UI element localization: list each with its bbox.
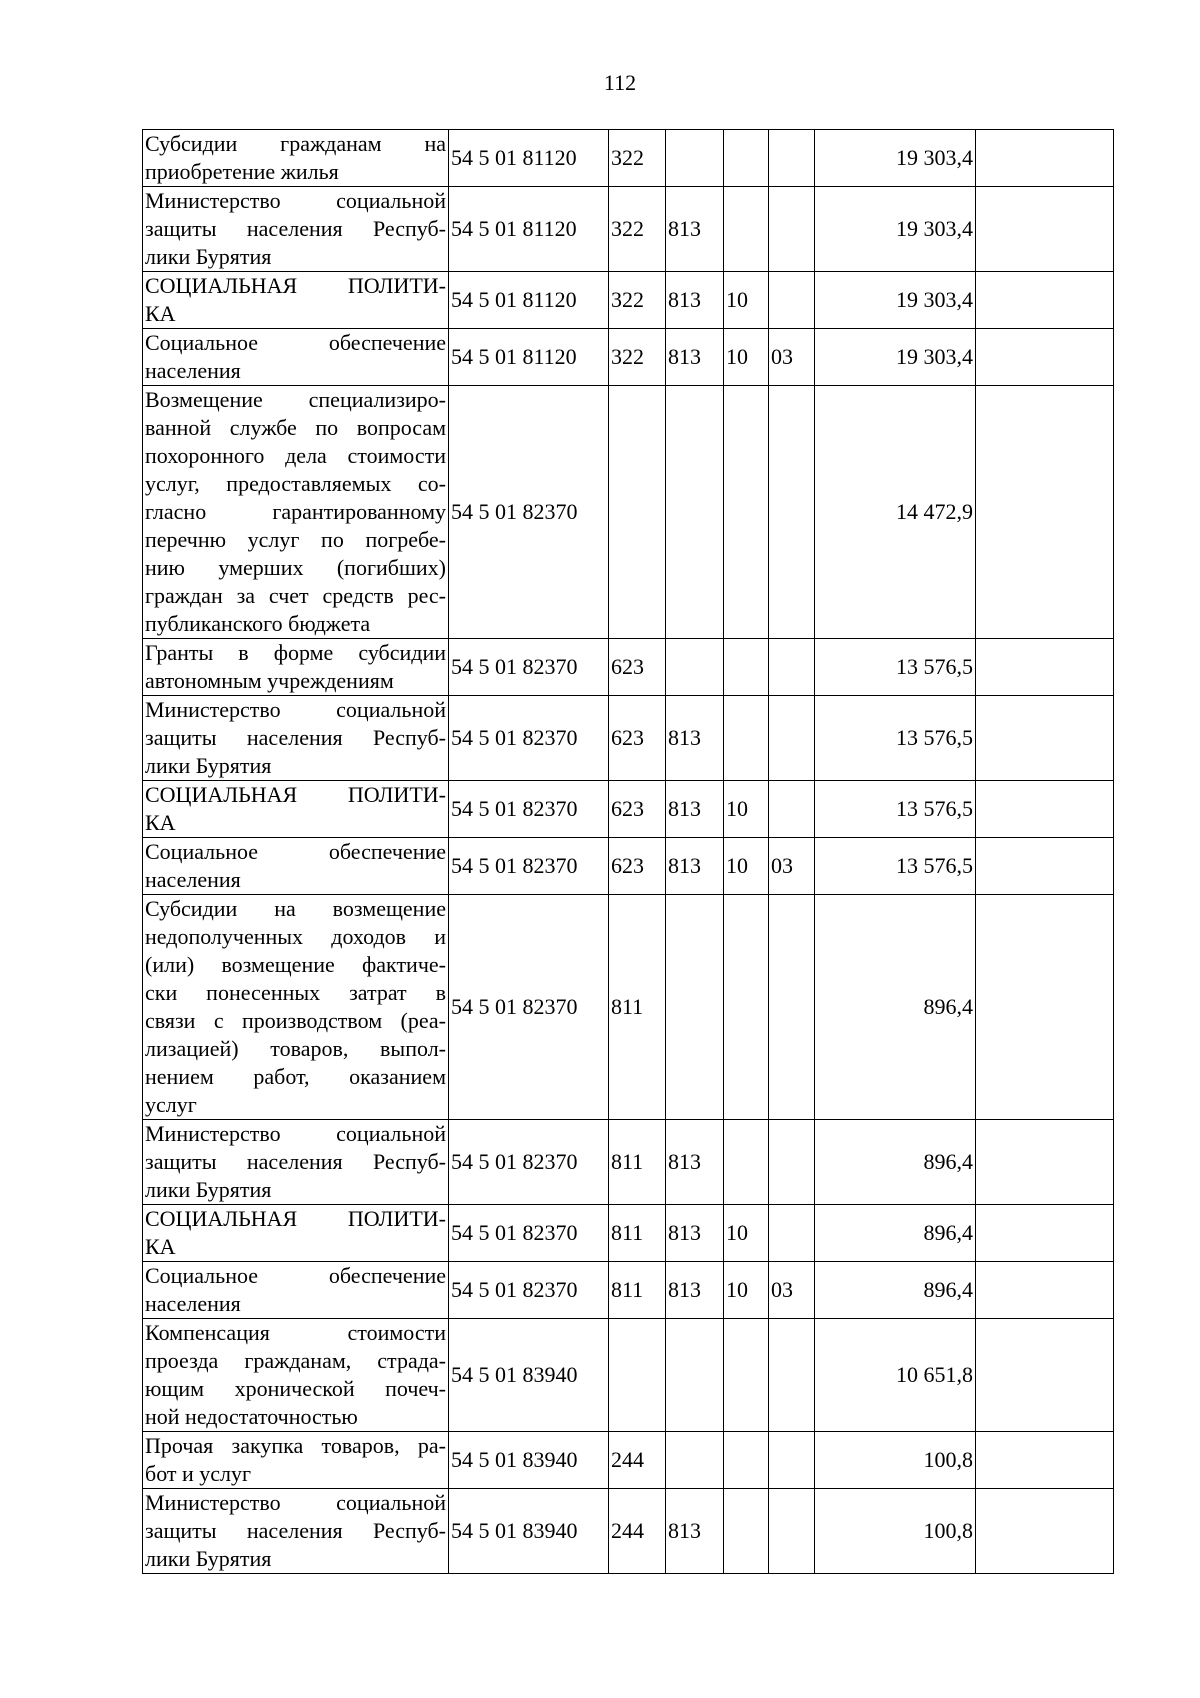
ministry-code-cell <box>666 1319 724 1432</box>
item-name-line: Министерство социальной <box>145 1121 446 1146</box>
item-name-line: Министерство социальной <box>145 1490 446 1515</box>
extra-cell <box>976 639 1114 696</box>
extra-cell <box>976 1120 1114 1205</box>
item-name-line: приобретение жилья <box>145 159 339 184</box>
table-row <box>143 1489 1114 1574</box>
item-name-line: населения <box>145 1291 241 1316</box>
expense-type-cell: 811 <box>609 1262 666 1319</box>
table-row <box>143 386 1114 639</box>
table-row <box>143 895 1114 1120</box>
item-name-line: публиканского бюджета <box>145 611 371 636</box>
extra-cell <box>976 1319 1114 1432</box>
target-article-cell: 54 5 01 81120 <box>449 187 609 272</box>
extra-cell <box>976 1432 1114 1489</box>
target-article-cell: 54 5 01 82370 <box>449 781 609 838</box>
section-cell <box>724 1120 769 1205</box>
section-cell: 10 <box>724 1205 769 1262</box>
extra-cell <box>976 696 1114 781</box>
section-cell <box>724 895 769 1120</box>
item-name-line: услуг <box>145 1092 197 1117</box>
target-article-cell: 54 5 01 81120 <box>449 130 609 187</box>
amount-cell: 100,8 <box>815 1489 976 1574</box>
amount-cell: 13 576,5 <box>815 639 976 696</box>
target-article-cell: 54 5 01 82370 <box>449 696 609 781</box>
subsection-cell <box>769 1205 815 1262</box>
amount-cell: 896,4 <box>815 1120 976 1205</box>
table-body <box>143 130 1114 1574</box>
expense-type-cell: 623 <box>609 696 666 781</box>
ministry-code-cell: 813 <box>666 838 724 895</box>
item-name-line: ной недостаточностью <box>145 1404 358 1429</box>
item-name-cell <box>143 895 449 1120</box>
expense-type-cell: 322 <box>609 187 666 272</box>
amount-cell: 19 303,4 <box>815 187 976 272</box>
expense-type-cell: 322 <box>609 130 666 187</box>
item-name-line: (или) возмещение фактиче- <box>145 952 446 977</box>
subsection-cell <box>769 272 815 329</box>
item-name-cell <box>143 329 449 386</box>
item-name-line: населения <box>145 867 241 892</box>
amount-cell: 10 651,8 <box>815 1319 976 1432</box>
amount-cell: 896,4 <box>815 1205 976 1262</box>
item-name-line: связи с производством (реа- <box>145 1008 446 1033</box>
item-name-line: гласно гарантированному <box>145 499 446 524</box>
expense-type-cell: 811 <box>609 895 666 1120</box>
item-name-line: лики Бурятия <box>145 1546 272 1571</box>
table-row <box>143 696 1114 781</box>
table-row <box>143 781 1114 838</box>
expense-type-cell <box>609 1319 666 1432</box>
item-name-cell <box>143 696 449 781</box>
item-name-line: проезда гражданам, страда- <box>145 1348 446 1373</box>
subsection-cell <box>769 130 815 187</box>
ministry-code-cell <box>666 1432 724 1489</box>
extra-cell <box>976 895 1114 1120</box>
ministry-code-cell: 813 <box>666 1120 724 1205</box>
target-article-cell: 54 5 01 83940 <box>449 1432 609 1489</box>
item-name-cell <box>143 838 449 895</box>
extra-cell <box>976 781 1114 838</box>
section-cell: 10 <box>724 329 769 386</box>
expense-type-cell: 322 <box>609 272 666 329</box>
table-row <box>143 1205 1114 1262</box>
item-name-line: КА <box>145 810 176 835</box>
subsection-cell <box>769 386 815 639</box>
item-name-cell <box>143 1432 449 1489</box>
item-name-line: Социальное обеспечение <box>145 839 446 864</box>
section-cell: 10 <box>724 838 769 895</box>
subsection-cell <box>769 781 815 838</box>
amount-cell: 19 303,4 <box>815 272 976 329</box>
item-name-line: Социальное обеспечение <box>145 330 446 355</box>
amount-cell: 19 303,4 <box>815 130 976 187</box>
section-cell <box>724 639 769 696</box>
extra-cell <box>976 187 1114 272</box>
subsection-cell: 03 <box>769 838 815 895</box>
subsection-cell: 03 <box>769 329 815 386</box>
item-name-line: недополученных доходов и <box>145 924 446 949</box>
item-name-cell <box>143 1489 449 1574</box>
item-name-line: защиты населения Респуб- <box>145 1518 446 1543</box>
table-row <box>143 130 1114 187</box>
section-cell <box>724 187 769 272</box>
item-name-line: СОЦИАЛЬНАЯ ПОЛИТИ- <box>145 1206 446 1231</box>
amount-cell: 100,8 <box>815 1432 976 1489</box>
subsection-cell <box>769 1489 815 1574</box>
item-name-cell <box>143 1319 449 1432</box>
item-name-line: СОЦИАЛЬНАЯ ПОЛИТИ- <box>145 782 446 807</box>
ministry-code-cell: 813 <box>666 781 724 838</box>
section-cell <box>724 696 769 781</box>
expense-type-cell: 322 <box>609 329 666 386</box>
amount-cell: 896,4 <box>815 895 976 1120</box>
amount-cell: 13 576,5 <box>815 781 976 838</box>
target-article-cell: 54 5 01 81120 <box>449 272 609 329</box>
table-row <box>143 272 1114 329</box>
amount-cell: 13 576,5 <box>815 696 976 781</box>
item-name-line: нением работ, оказанием <box>145 1064 446 1089</box>
item-name-cell <box>143 781 449 838</box>
item-name-cell <box>143 130 449 187</box>
item-name-line: Гранты в форме субсидии <box>145 640 446 665</box>
item-name-line: Возмещение специализиро- <box>145 387 446 412</box>
table-row <box>143 1432 1114 1489</box>
item-name-line: перечню услуг по погребе- <box>145 527 446 552</box>
item-name-line: ванной службе по вопросам <box>145 415 446 440</box>
extra-cell <box>976 130 1114 187</box>
expense-type-cell: 811 <box>609 1205 666 1262</box>
item-name-line: Министерство социальной <box>145 697 446 722</box>
subsection-cell: 03 <box>769 1262 815 1319</box>
extra-cell <box>976 838 1114 895</box>
extra-cell <box>976 1262 1114 1319</box>
item-name-line: похоронного дела стоимости <box>145 443 446 468</box>
item-name-line: лики Бурятия <box>145 1177 272 1202</box>
ministry-code-cell: 813 <box>666 1205 724 1262</box>
target-article-cell: 54 5 01 82370 <box>449 1205 609 1262</box>
item-name-cell <box>143 639 449 696</box>
table-row <box>143 1262 1114 1319</box>
item-name-line: защиты населения Респуб- <box>145 725 446 750</box>
section-cell <box>724 1489 769 1574</box>
item-name-line: автономным учреждениям <box>145 668 394 693</box>
item-name-cell <box>143 272 449 329</box>
section-cell <box>724 1432 769 1489</box>
item-name-line: Субсидии на возмещение <box>145 896 446 921</box>
section-cell <box>724 386 769 639</box>
item-name-line: нию умерших (погибших) <box>145 555 446 580</box>
expense-type-cell: 244 <box>609 1489 666 1574</box>
ministry-code-cell: 813 <box>666 1489 724 1574</box>
extra-cell <box>976 1205 1114 1262</box>
section-cell <box>724 1319 769 1432</box>
table-row <box>143 187 1114 272</box>
ministry-code-cell: 813 <box>666 329 724 386</box>
subsection-cell <box>769 1120 815 1205</box>
table-row <box>143 639 1114 696</box>
expense-type-cell <box>609 386 666 639</box>
item-name-line: Социальное обеспечение <box>145 1263 446 1288</box>
item-name-line: Компенсация стоимости <box>145 1320 446 1345</box>
subsection-cell <box>769 639 815 696</box>
expense-type-cell: 623 <box>609 639 666 696</box>
item-name-cell <box>143 1205 449 1262</box>
item-name-line: ски понесенных затрат в <box>145 980 446 1005</box>
extra-cell <box>976 386 1114 639</box>
item-name-line: услуг, предоставляемых со- <box>145 471 446 496</box>
table-row <box>143 838 1114 895</box>
section-cell: 10 <box>724 1262 769 1319</box>
target-article-cell: 54 5 01 83940 <box>449 1489 609 1574</box>
ministry-code-cell <box>666 130 724 187</box>
item-name-line: Прочая закупка товаров, ра- <box>145 1433 446 1458</box>
target-article-cell: 54 5 01 82370 <box>449 639 609 696</box>
item-name-line: ющим хронической почеч- <box>145 1376 446 1401</box>
amount-cell: 896,4 <box>815 1262 976 1319</box>
item-name-line: лики Бурятия <box>145 753 272 778</box>
table-row <box>143 329 1114 386</box>
amount-cell: 13 576,5 <box>815 838 976 895</box>
section-cell <box>724 130 769 187</box>
item-name-line: защиты населения Респуб- <box>145 216 446 241</box>
target-article-cell: 54 5 01 82370 <box>449 838 609 895</box>
budget-table <box>142 129 1114 1574</box>
extra-cell <box>976 272 1114 329</box>
subsection-cell <box>769 895 815 1120</box>
ministry-code-cell: 813 <box>666 187 724 272</box>
ministry-code-cell <box>666 639 724 696</box>
item-name-cell <box>143 1120 449 1205</box>
item-name-line: КА <box>145 1234 176 1259</box>
item-name-line: Министерство социальной <box>145 188 446 213</box>
subsection-cell <box>769 1319 815 1432</box>
item-name-line: населения <box>145 358 241 383</box>
expense-type-cell: 244 <box>609 1432 666 1489</box>
item-name-line: Субсидии гражданам на <box>145 131 446 156</box>
item-name-cell <box>143 187 449 272</box>
subsection-cell <box>769 696 815 781</box>
subsection-cell <box>769 187 815 272</box>
table-row <box>143 1120 1114 1205</box>
expense-type-cell: 811 <box>609 1120 666 1205</box>
subsection-cell <box>769 1432 815 1489</box>
amount-cell: 19 303,4 <box>815 329 976 386</box>
target-article-cell: 54 5 01 83940 <box>449 1319 609 1432</box>
extra-cell <box>976 329 1114 386</box>
item-name-line: КА <box>145 301 176 326</box>
item-name-cell <box>143 386 449 639</box>
target-article-cell: 54 5 01 82370 <box>449 386 609 639</box>
ministry-code-cell <box>666 386 724 639</box>
item-name-line: граждан за счет средств рес- <box>145 583 446 608</box>
ministry-code-cell: 813 <box>666 696 724 781</box>
section-cell: 10 <box>724 781 769 838</box>
item-name-cell <box>143 1262 449 1319</box>
target-article-cell: 54 5 01 82370 <box>449 895 609 1120</box>
target-article-cell: 54 5 01 82370 <box>449 1262 609 1319</box>
expense-type-cell: 623 <box>609 781 666 838</box>
item-name-line: лики Бурятия <box>145 244 272 269</box>
expense-type-cell: 623 <box>609 838 666 895</box>
target-article-cell: 54 5 01 82370 <box>449 1120 609 1205</box>
item-name-line: защиты населения Респуб- <box>145 1149 446 1174</box>
ministry-code-cell: 813 <box>666 272 724 329</box>
item-name-line: лизацией) товаров, выпол- <box>145 1036 446 1061</box>
extra-cell <box>976 1489 1114 1574</box>
page-number: 112 <box>603 70 637 95</box>
item-name-line: СОЦИАЛЬНАЯ ПОЛИТИ- <box>145 273 446 298</box>
table-row <box>143 1319 1114 1432</box>
amount-cell: 14 472,9 <box>815 386 976 639</box>
ministry-code-cell <box>666 895 724 1120</box>
ministry-code-cell: 813 <box>666 1262 724 1319</box>
target-article-cell: 54 5 01 81120 <box>449 329 609 386</box>
item-name-line: бот и услуг <box>145 1461 252 1486</box>
section-cell: 10 <box>724 272 769 329</box>
